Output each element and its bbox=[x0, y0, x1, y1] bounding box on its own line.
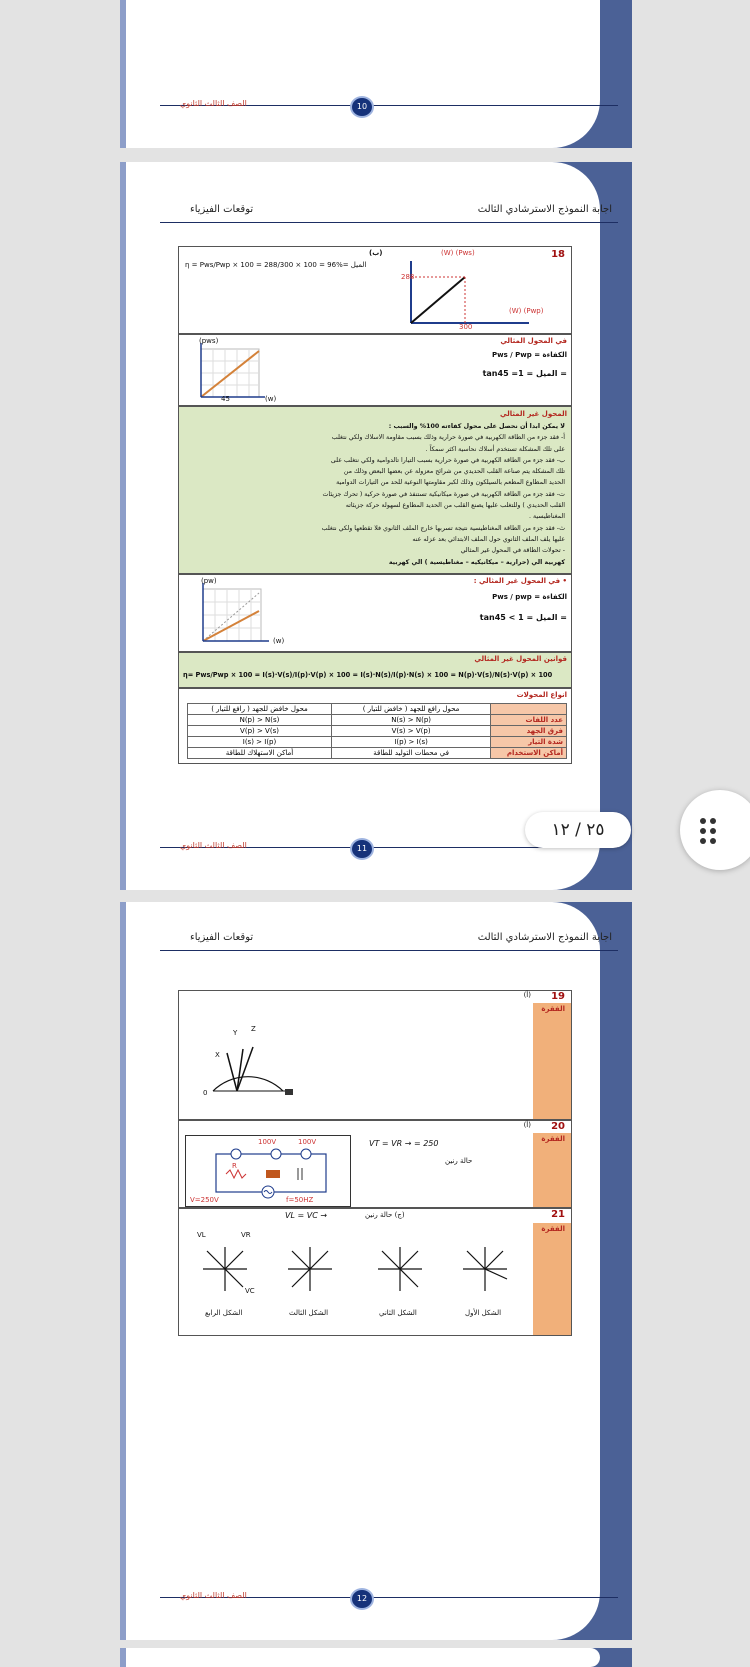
power-graph bbox=[389, 253, 539, 331]
reason-line: ث- فقد جزء من الطاقة المغناطيسية نتيجة تسربها خارج الملف الثانوي فلا تقطعها ولكي نتغلب bbox=[321, 524, 565, 532]
table-cell: N(s) > N(p) bbox=[332, 715, 491, 726]
page-header bbox=[160, 932, 612, 946]
side-strip bbox=[533, 1223, 571, 1335]
question-number: 19 bbox=[551, 991, 565, 1002]
types-title: انواع المحولات bbox=[516, 691, 567, 699]
table-cell: I(p) > I(s) bbox=[332, 737, 491, 748]
pdf-page-11 bbox=[120, 162, 632, 890]
nonideal-graph-box bbox=[178, 574, 572, 652]
question-20-box bbox=[178, 1120, 572, 1208]
transformer-types-box bbox=[178, 688, 572, 764]
nonideal-y-label: (pw) bbox=[201, 577, 217, 585]
table-cell: V(s) > V(p) bbox=[332, 726, 491, 737]
page-footer bbox=[160, 1588, 618, 1608]
reason-line: - تحولات الطاقة في المحول غير المثالي bbox=[460, 547, 565, 555]
col-header: محول خافض للجهد ( رافع للتيار ) bbox=[188, 704, 332, 715]
pdf-page-13-partial bbox=[120, 1648, 632, 1667]
phasor-diagrams bbox=[185, 1229, 525, 1309]
shape-4-label: الشكل الرابع bbox=[205, 1309, 243, 1317]
row-label: شدة التيار bbox=[491, 737, 567, 748]
table-cell: N(p) > N(s) bbox=[188, 715, 332, 726]
reason-line: على تلك المشكلة تستخدم أسلاك نحاسية اكثر سمكاً . bbox=[425, 445, 565, 453]
reason-line: المغناطيسية . bbox=[529, 513, 565, 521]
reason-line: القلب الحديدي ) وللتغلب عليها يصنع القلب من الحديد المطاوع لسهولة حركة جزيئاته bbox=[345, 502, 565, 510]
col-header: محول رافع للجهد ( خافض للتيار ) bbox=[332, 704, 491, 715]
resonance-note: حالة رنين bbox=[445, 1157, 473, 1165]
nonideal2-title: • في المحول غير المثالي : bbox=[473, 577, 567, 585]
page-number-badge: 12 bbox=[350, 1588, 374, 1610]
label-y: Y bbox=[233, 1029, 238, 1037]
y-tick: 288 bbox=[401, 273, 415, 281]
page-number-badge: 10 bbox=[350, 96, 374, 118]
question-21-box bbox=[178, 1208, 572, 1336]
resistor-label: R bbox=[232, 1162, 237, 1170]
side-strip bbox=[533, 1133, 571, 1207]
reason-line: عليها يلف الملف الثانوي حول الملف الابتدائي بعد عزله عنه bbox=[412, 535, 565, 543]
reason-line: ت- فقد جزء من الطاقة الكهربية في صورة ميكانيكية تستنفذ في صورة حركية ( تحرك جزيئات bbox=[322, 490, 565, 498]
vl-label: VL bbox=[197, 1231, 206, 1239]
shape-1-label: الشكل الأول bbox=[465, 1309, 502, 1317]
x-tick: 300 bbox=[459, 323, 473, 331]
circuit-frame bbox=[185, 1135, 351, 1207]
header-subject: توقعات الفيزياء bbox=[190, 204, 254, 215]
nonideal2-efficiency: الكفاءة = Pws / pwp bbox=[492, 593, 567, 601]
question-number: 21 bbox=[551, 1209, 565, 1220]
y-axis-label: (Pws) (W) bbox=[441, 249, 475, 257]
header-subject: توقعات الفيزياء bbox=[190, 932, 254, 943]
reason-line: أ- فقد جزء من الطاقة الكهربية في صورة حرارية وذلك بسبب مقاومة الاسلاك ولكي نتغلب bbox=[331, 434, 565, 442]
ideal-y-label: (pws) bbox=[199, 337, 219, 345]
footer-label: الصف الثالث الثانوي bbox=[180, 99, 247, 108]
shape-2-label: الشكل الثاني bbox=[379, 1309, 417, 1317]
footer-label: الصف الثالث الثانوي bbox=[180, 841, 247, 850]
x-axis-label: (Pwp) (W) bbox=[509, 307, 544, 315]
shape-3-label: الشكل الثالث bbox=[289, 1309, 329, 1317]
types-table bbox=[187, 703, 567, 759]
ideal-x-label: (w) bbox=[265, 395, 277, 403]
header-title: اجابة النموذج الاسترشادي الثالث bbox=[477, 204, 612, 215]
source-frequency-label: f=50HZ bbox=[286, 1196, 314, 1204]
table-cell: في محطات التوليد للطاقة bbox=[332, 748, 491, 759]
nonideal-transformer-box bbox=[178, 406, 572, 574]
side-strip bbox=[533, 1003, 571, 1119]
question-part: (ب) bbox=[369, 249, 383, 257]
table-cell: I(s) > I(p) bbox=[188, 737, 332, 748]
question-part: (ج) حالة رنين bbox=[365, 1211, 405, 1219]
question-18-box bbox=[178, 246, 572, 334]
nonideal-graph bbox=[187, 577, 277, 651]
side-label: الفقرة bbox=[541, 1005, 565, 1013]
nonideal-reasons bbox=[185, 421, 565, 568]
footer-label: الصف الثالث الثانوي bbox=[180, 1591, 247, 1600]
page-number-badge: 11 bbox=[350, 838, 374, 860]
ideal-title: في المحول المثالي bbox=[500, 337, 567, 345]
reason-line: ب- فقد جزء من الطاقة الكهربية في صورة حرارية بسبب التيارا تالدوامية ولكي نتغلب على bbox=[330, 456, 565, 464]
side-label: الفقرة bbox=[541, 1225, 565, 1233]
label-x: X bbox=[215, 1051, 220, 1059]
table-cell: أماكن الاستهلاك للطاقة bbox=[188, 748, 332, 759]
ideal-efficiency: الكفاءة = Pws / Pwp bbox=[491, 351, 567, 359]
label-z: Z bbox=[251, 1025, 256, 1033]
ideal-slope: = الميل = 1= tan45 bbox=[482, 369, 567, 378]
table-cell: V(p) > V(s) bbox=[188, 726, 332, 737]
voltmeter-label-1: 100V bbox=[258, 1138, 277, 1146]
source-voltage-label: V=250V bbox=[190, 1196, 219, 1204]
row-label: فرق الجهد bbox=[491, 726, 567, 737]
page-footer bbox=[160, 96, 618, 116]
row-label: عدد اللفات bbox=[491, 715, 567, 726]
reason-line: كهربية الي (حرارية – ميكانيكيه – مغناطيسية ) الي كهربية bbox=[388, 558, 565, 566]
question-number: 20 bbox=[551, 1121, 565, 1132]
nonideal-x-label: (w) bbox=[273, 637, 285, 645]
header-title: اجابة النموذج الاسترشادي الثالث bbox=[477, 932, 612, 943]
efficiency-formula: الميل =η = Pws/Pwp × 100 = 288/300 × 100 = 96% bbox=[185, 261, 367, 269]
question-part: (أ) bbox=[523, 991, 531, 999]
question-19-box bbox=[178, 990, 572, 1120]
vector-diagram bbox=[193, 1013, 303, 1103]
reason-line: لا يمكن ابدا أن نحصل على محول كفاءته 100% والسبب : bbox=[388, 423, 565, 430]
vc-label: VC bbox=[245, 1287, 255, 1295]
reason-line: تلك المشكلة يتم صناعة القلب الحديدي من شرائح معزولة عن بعضها البعض وذلك من bbox=[343, 468, 565, 476]
vr-label: VR bbox=[241, 1231, 251, 1239]
menu-button[interactable] bbox=[680, 790, 750, 870]
resonance-condition: VL = VC → bbox=[285, 1211, 328, 1220]
pdf-page-12 bbox=[120, 902, 632, 1640]
side-label: الفقرة bbox=[541, 1135, 565, 1143]
laws-formula: η= Pws/Pwp × 100 = I(s)·V(s)/I(p)·V(p) × 100 = I(s)·N(s)/I(p)·N(s) × 100 = N(p)·V(s)/N(s)·V(p) × 100 bbox=[183, 671, 553, 679]
question-part: (أ) bbox=[523, 1121, 531, 1129]
nonideal2-slope: = الميل = 1 > tan45 bbox=[479, 613, 567, 622]
page-indicator[interactable]: ٢٥ / ١٢ bbox=[525, 812, 631, 848]
voltmeter-label-2: 100V bbox=[298, 1138, 317, 1146]
question-number: 18 bbox=[551, 249, 565, 260]
row-label: أماكن الاستخدام bbox=[491, 748, 567, 759]
nonideal-title: المحول غير المثالي bbox=[499, 410, 567, 418]
resonance-equation: VT = VR → = 250 bbox=[369, 1139, 439, 1148]
ideal-angle: 45 bbox=[221, 395, 230, 403]
page-header bbox=[160, 204, 612, 218]
reason-line: الحديد المطاوع المطعم بالسيلكون وذلك لكبر مقاومتها النوعية للحد من التيارات الدوامية bbox=[336, 479, 565, 487]
laws-title: قوانين المحول غير المثالي bbox=[474, 655, 567, 663]
laws-box bbox=[178, 652, 572, 688]
pdf-page-10 bbox=[120, 0, 632, 148]
ideal-transformer-box bbox=[178, 334, 572, 406]
label-origin: 0 bbox=[203, 1089, 208, 1097]
grid-dots-icon bbox=[700, 818, 726, 844]
